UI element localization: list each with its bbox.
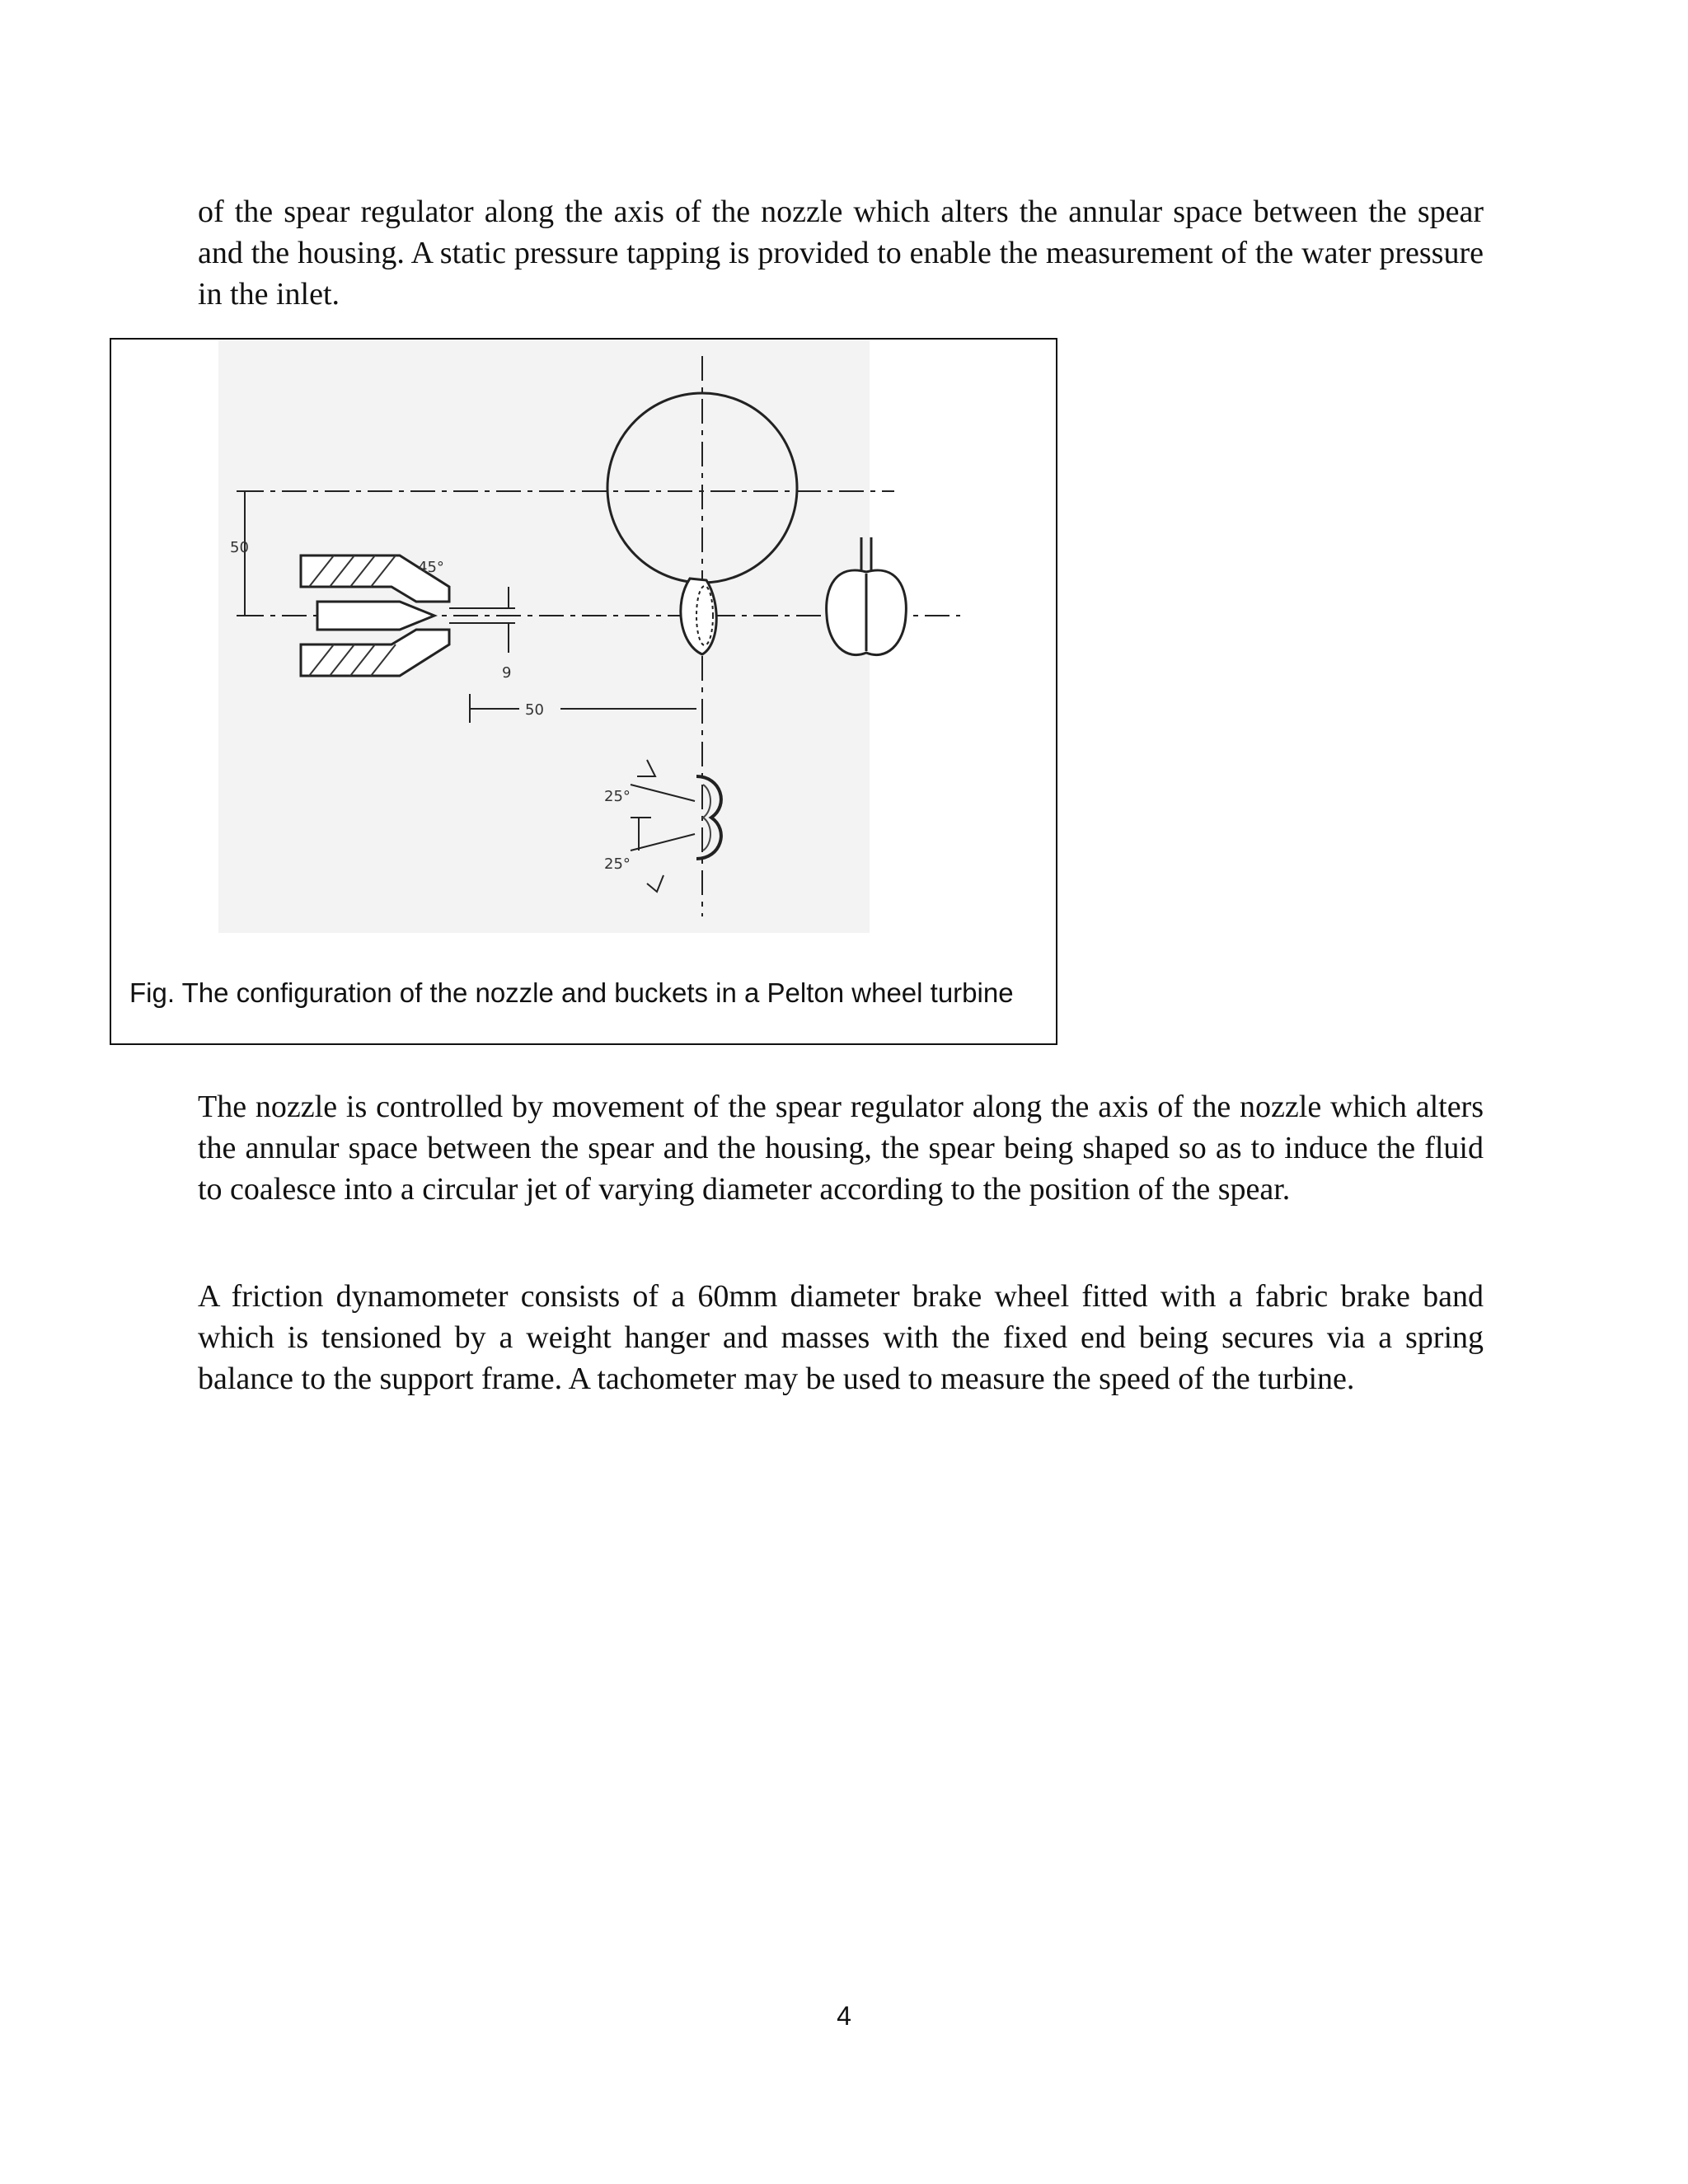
angle-label-25-top: 25° bbox=[604, 788, 631, 805]
figure-caption: Fig. The configuration of the nozzle and buckets in a Pelton wheel turbine bbox=[129, 977, 1014, 1008]
paragraph-friction-dynamometer: A friction dynamometer consists of a 60mm diameter brake wheel fitted with a fabric brake band which is tensioned by a weight hanger and masses with the fixed end being secures via a spring balance to the support frame. A tachometer may be used to measure the speed of the turbine. bbox=[198, 1279, 1484, 1396]
page-number: 4 bbox=[837, 2001, 851, 2031]
angle-label-45: 45° bbox=[418, 559, 444, 576]
pelton-nozzle-bucket-diagram bbox=[202, 340, 960, 949]
angle-label-25-bottom: 25° bbox=[604, 855, 631, 873]
figure-frame bbox=[110, 338, 1057, 1045]
dimension-label-horizontal-50: 50 bbox=[525, 701, 544, 719]
paragraph-spear-regulator: of the spear regulator along the axis of the nozzle which alters the annular space between the spear and the housing. A static pressure tapping is provided to enable the measurement of the water pressure in the inlet. bbox=[198, 194, 1484, 312]
dimension-label-vertical-50: 50 bbox=[230, 539, 249, 556]
figure-scan-background bbox=[218, 340, 870, 933]
dimension-label-jet-9: 9 bbox=[502, 664, 512, 682]
paragraph-nozzle-control: The nozzle is controlled by movement of the spear regulator along the axis of the nozzle which alters the annular space between the spear and the housing, the spear being shaped so as to induce the fluid to coalesce into a circular jet of varying diameter according to the position of the spear. bbox=[198, 1090, 1484, 1207]
